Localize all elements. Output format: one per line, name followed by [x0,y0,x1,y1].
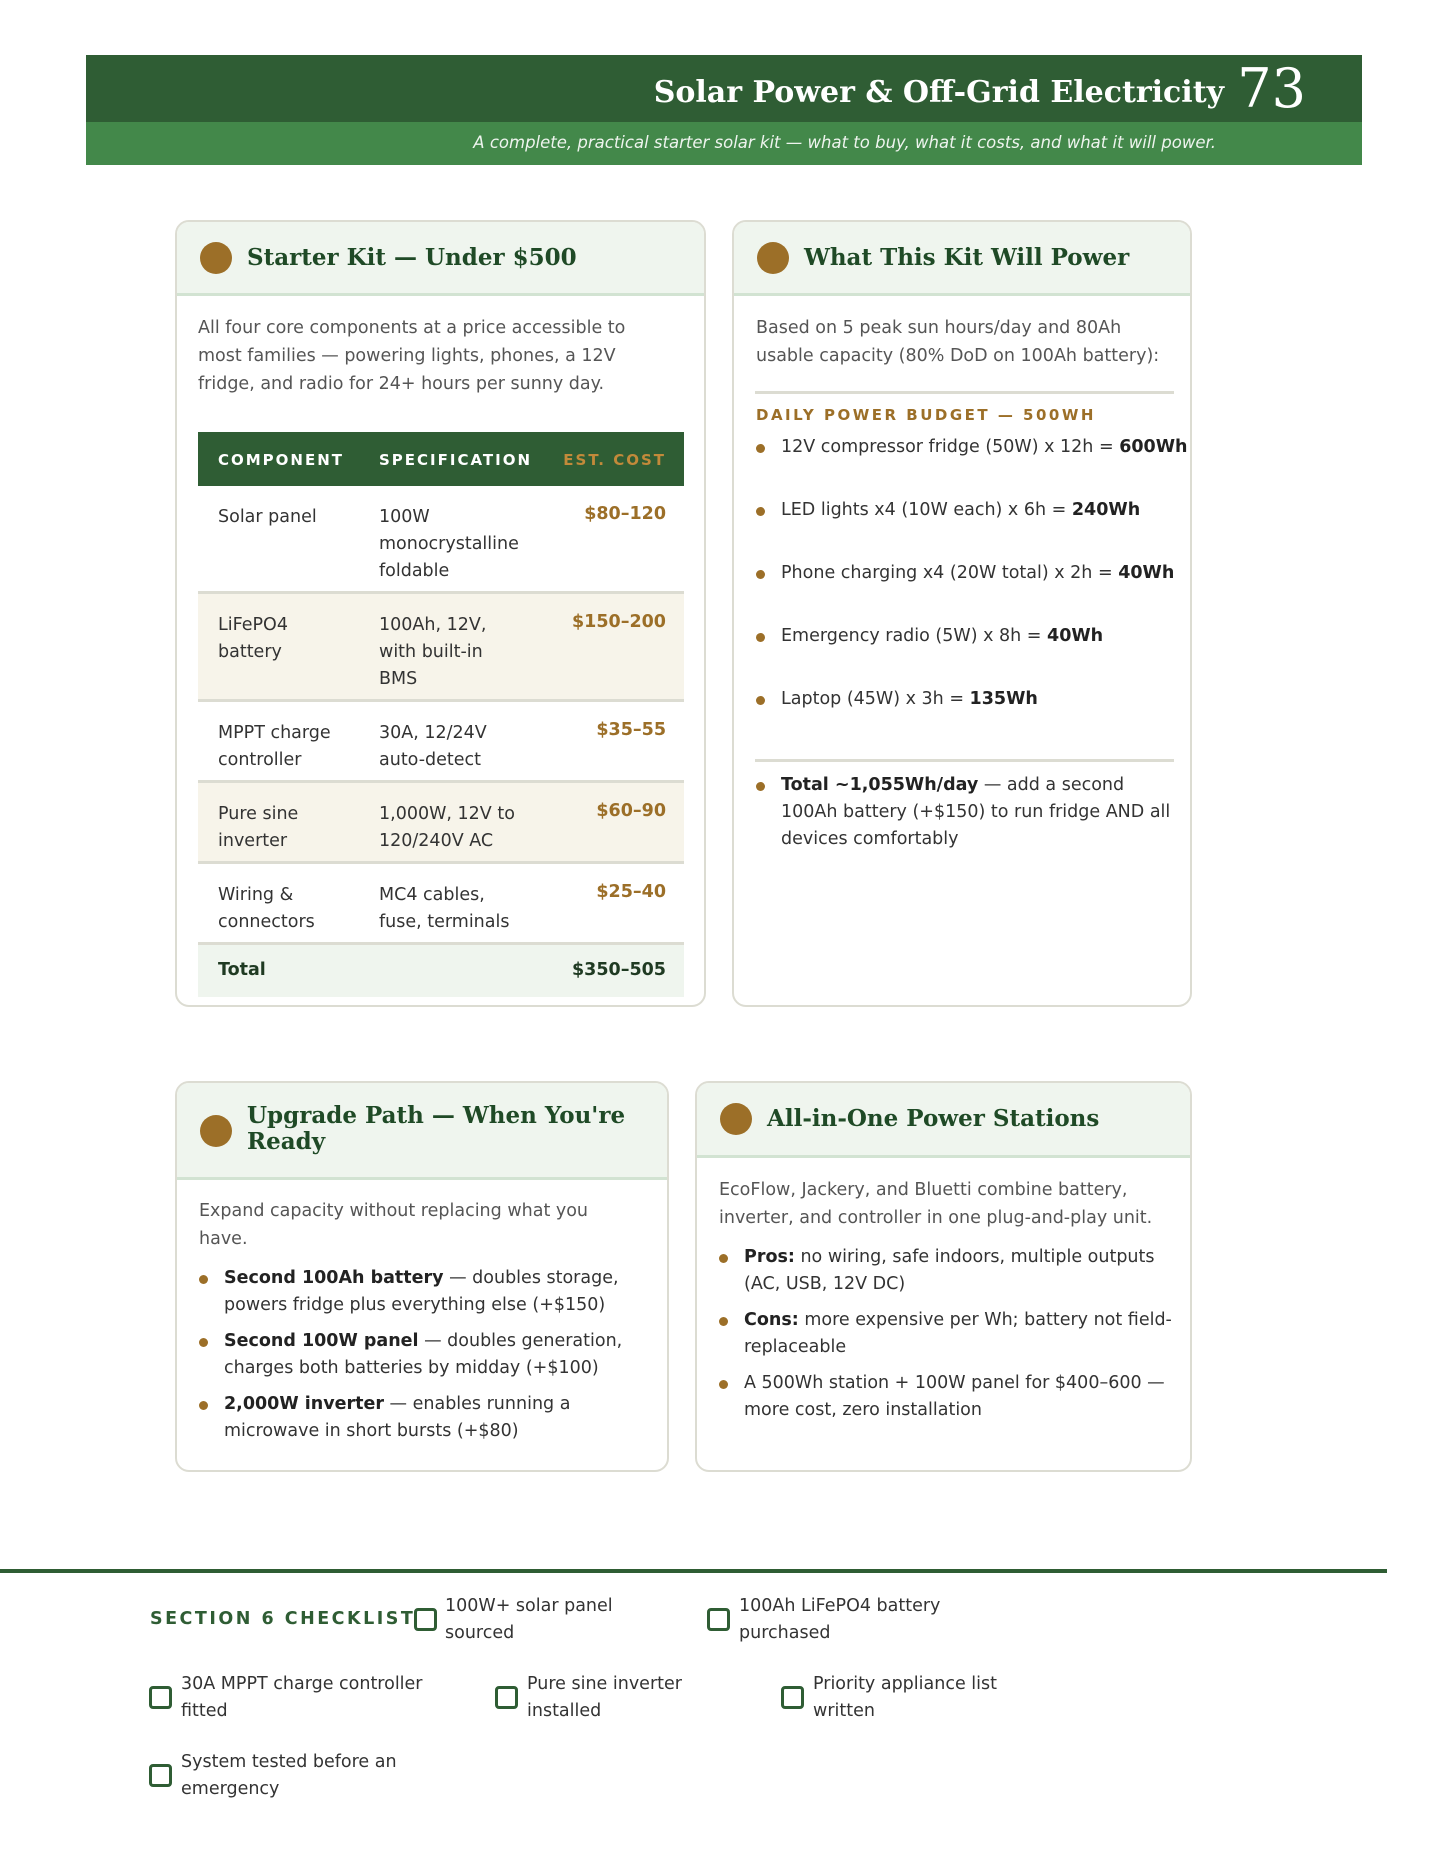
power-card [732,220,1192,1007]
bullet-dot-icon [199,1338,208,1347]
item-title: Second 100W panel [224,1331,419,1351]
cell-spec: 100W monocrystalline foldable [379,507,519,581]
checklist-item-label: 100W+ solar panel sourced [445,1596,613,1643]
card-intro: EcoFlow, Jackery, and Bluetti combine battery, inverter, and controller in one plug-and-play unit. [719,1180,1153,1228]
divider [755,391,1174,394]
cell-component: Pure sine inverter [218,804,299,851]
checkbox[interactable] [149,1764,172,1787]
total-value: $350–505 [572,960,666,980]
table-row [198,486,684,594]
bullet-dot-icon [757,242,789,274]
table-row [198,864,684,945]
bullet-dot-icon [756,633,765,642]
item-text: more expensive per Wh; battery not field-replaceable [744,1310,1172,1357]
list-item [781,623,1191,686]
card-title: Starter Kit — Under $500 [247,244,577,271]
bullet-dot-icon [200,1115,232,1147]
card-title: Upgrade Path — When You're Ready [247,1102,626,1155]
cell-component: Solar panel [218,507,317,527]
budget-label: DAILY POWER BUDGET — 500WH [756,406,1096,424]
item-title: Second 100Ah battery [224,1268,444,1288]
list-item [744,1244,1174,1307]
total-label: Total [218,960,266,980]
bullet-dot-icon [719,1380,728,1389]
checklist-item-label: System tested before an emergency [181,1752,397,1799]
card-intro: Expand capacity without replacing what you have. [199,1201,589,1249]
card-intro: Based on 5 peak sun hours/day and 80Ah usable capacity (80% DoD on 100Ah battery): [756,318,1160,366]
cell-cost: $60–90 [596,801,666,821]
cell-spec: 100Ah, 12V, with built-in BMS [379,615,487,689]
divider [755,759,1174,762]
cell-spec: 1,000W, 12V to 120/240V AC [379,804,515,851]
item-text: A 500Wh station + 100W panel for $400–600 — more cost, zero installation [744,1373,1165,1420]
bullet-dot-icon [756,507,765,516]
item-value: 135Wh [969,689,1038,709]
list-item [781,560,1191,623]
list-item [781,772,1171,853]
checkbox[interactable] [149,1686,172,1709]
component-table [198,432,684,997]
upgrade-card [175,1081,669,1472]
list-item [224,1265,654,1328]
list-item [781,497,1191,560]
checkbox[interactable] [495,1686,518,1709]
list-item [224,1391,654,1454]
stations-list [744,1244,1174,1433]
item-title: 2,000W inverter [224,1394,384,1414]
bullet-dot-icon [200,242,232,274]
cell-component: LiFePO4 battery [218,615,288,662]
bullet-dot-icon [199,1275,208,1284]
item-text: 12V compressor fridge (50W) x 12h = [781,437,1120,457]
list-item [224,1328,654,1391]
power-stations-card [695,1081,1192,1472]
checklist-item-label: Pure sine inverter installed [527,1674,682,1721]
cell-component: MPPT charge controller [218,723,331,770]
upgrade-list [224,1265,654,1454]
footer-divider [0,1569,1387,1573]
cell-spec: MC4 cables, fuse, terminals [379,885,510,932]
checklist-item-label: 30A MPPT charge controller fitted [181,1674,423,1721]
item-value: 600Wh [1119,437,1188,457]
cell-cost: $35–55 [596,720,666,740]
checklist-item-label: 100Ah LiFePO4 battery purchased [739,1596,941,1643]
table-header [198,432,684,486]
column-header-cost: EST. COST [563,451,666,469]
card-header [697,1083,1190,1158]
power-list [781,434,1191,749]
bullet-dot-icon [719,1317,728,1326]
item-title: Cons: [744,1310,799,1330]
table-row [198,783,684,864]
card-header [177,1083,667,1180]
column-header-specification: SPECIFICATION [379,451,533,469]
checklist-item-label: Priority appliance list written [813,1674,997,1721]
starter-kit-card [175,220,706,1007]
list-item [781,686,1191,749]
table-total-row [198,945,684,997]
card-intro: All four core components at a price accessible to most families — powering lights, phones, a 12V fridge, and radio for 24+ hours per sunny day. [198,318,626,394]
page-header [86,55,1362,122]
list-item [744,1307,1174,1370]
cell-component: Wiring & connectors [218,885,315,932]
item-value: 240Wh [1071,500,1141,520]
page-title: Solar Power & Off-Grid Electricity [653,75,1224,110]
item-value: 40Wh [1047,626,1104,646]
item-value: 40Wh [1118,563,1175,583]
item-title: Pros: [744,1247,795,1267]
page-number: 73 [1237,57,1306,120]
checkbox[interactable] [414,1608,437,1631]
total-value: Total ~1,055Wh/day [781,775,979,795]
item-text: — add a second 100Ah battery (+$150) to run fridge AND all devices comfortably [781,775,1171,849]
checklist-title: SECTION 6 CHECKLIST [150,1609,416,1629]
item-text: — enables running a microwave in short bursts (+$80) [224,1394,571,1441]
bullet-dot-icon [756,696,765,705]
cell-cost: $25–40 [596,882,666,902]
bullet-dot-icon [756,782,765,791]
item-text: Emergency radio (5W) x 8h = [781,626,1048,646]
card-title: All-in-One Power Stations [767,1105,1100,1132]
page-subtitle: A complete, practical starter solar kit — what to buy, what it costs, and what it will power. [473,133,1216,152]
bullet-dot-icon [199,1401,208,1410]
subtitle-bar [86,122,1362,165]
checkbox[interactable] [781,1686,804,1709]
bullet-dot-icon [720,1103,752,1135]
item-text: Phone charging x4 (20W total) x 2h = [781,563,1119,583]
card-header [177,222,704,296]
table-row [198,594,684,702]
item-text: Laptop (45W) x 3h = [781,689,970,709]
item-text: no wiring, safe indoors, multiple outputs (AC, USB, 12V DC) [744,1247,1155,1294]
power-total [781,772,1171,853]
table-row [198,702,684,783]
item-text: LED lights x4 (10W each) x 6h = [781,500,1072,520]
bullet-dot-icon [719,1254,728,1263]
column-header-component: COMPONENT [218,451,345,469]
cell-cost: $80–120 [584,504,666,524]
cell-cost: $150–200 [572,612,666,632]
item-text: — doubles storage, powers fridge plus everything else (+$150) [224,1268,619,1315]
list-item [744,1370,1174,1433]
bullet-dot-icon [756,444,765,453]
card-header [734,222,1190,296]
list-item [781,434,1191,497]
card-title: What This Kit Will Power [804,244,1130,271]
cell-spec: 30A, 12/24V auto-detect [379,723,487,770]
bullet-dot-icon [756,570,765,579]
checkbox[interactable] [707,1608,730,1631]
item-text: — doubles generation, charges both batteries by midday (+$100) [224,1331,623,1378]
